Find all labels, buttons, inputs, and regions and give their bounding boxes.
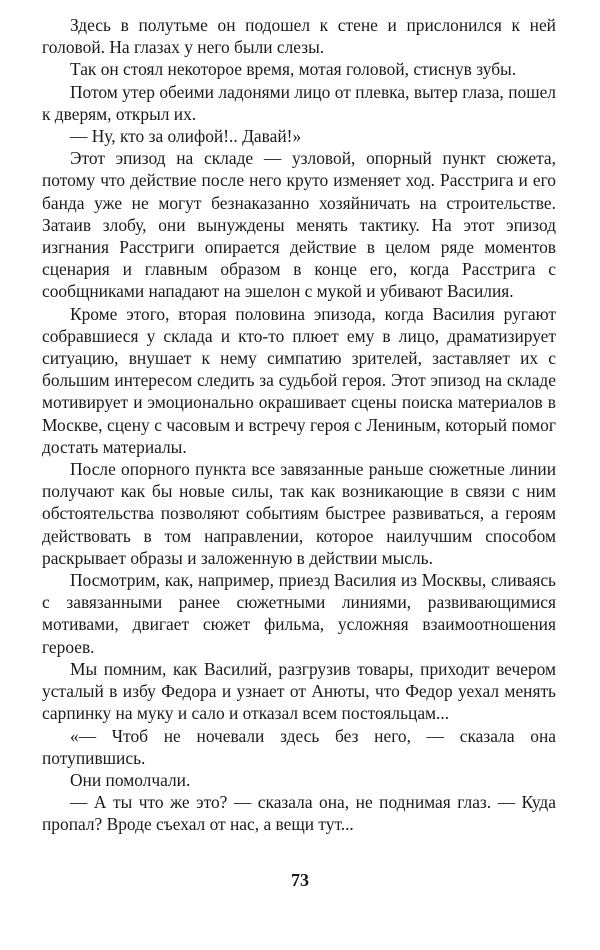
paragraph: Потом утер обеими ладонями лицо от плевка, вытер глаза, пошел к дверям, открыл их.: [42, 81, 556, 124]
paragraph: Мы помним, как Василий, разгрузив товары, приходит вечером усталый в избу Федора и узнает от Анюты, что Федор уехал менять сарпинку на муку и сало и отказал всем постояльцам...: [42, 658, 556, 724]
paragraph: Так он стоял некоторое время, мотая головой, стиснув зубы.: [70, 59, 517, 80]
paragraph: Здесь в полутьме он подошел к стене и прислонился к ней головой. На глазах у него были слезы.: [42, 15, 556, 58]
paragraph: Они помолчали.: [70, 769, 191, 790]
paragraph: После опорного пункта все завязанные раньше сюжетные линии получают как бы новые силы, так как возникающие в связи с ним обстоятельства позволяют событиям быстрее развиваться, а героям действовать в том направлении, которое наилучшим способом раскрывает образы и заложенную в действии мысль.: [42, 459, 556, 568]
page-number: 73: [291, 870, 309, 890]
paragraph: Кроме этого, вторая половина эпизода, когда Василия ругают собравшиеся у склада и кто-то плюет ему в лицо, драматизирует ситуацию, внушает к нему симпатию зрителей, заставляет их с большим интересом следить за судьбой героя. Этот эпизод на складе мотивирует и эмоционально окрашивает сцены поиска материалов в Москве, сцену с часовым и встречу героя с Лениным, который помог достать материалы.: [42, 303, 556, 457]
paragraph: — А ты что же это? — сказала она, не поднимая глаз. — Куда пропал? Вроде съехал от нас, а вещи тут...: [42, 792, 556, 835]
paragraph: — Ну, кто за олифой!.. Давай!»: [70, 126, 302, 147]
paragraph: Этот эпизод на складе — узловой, опорный пункт сюжета, потому что действие после него круто изменяет ход. Расстрига и его банда уже не могут безнаказанно хозяйничать на строительстве. Затаив злобу, они вынуждены менять тактику. На этот эпизод изгнания Расстриги опирается действие в целом ряде моментов сценария и главным образом в конце его, когда Расстрига с сообщниками нападают на эшелон с мукой и убивают Василия.: [42, 148, 556, 302]
body-text: [42, 14, 556, 836]
paragraph: Посмотрим, как, например, приезд Василия из Москвы, сливаясь с завязанными ранее сюжетными линиями, развивающимися мотивами, двигает сюжет фильма, усложняя взаимоотношения героев.: [42, 570, 556, 657]
paragraph: «— Чтоб не ночевали здесь без него, — сказала она потупившись.: [42, 725, 556, 768]
